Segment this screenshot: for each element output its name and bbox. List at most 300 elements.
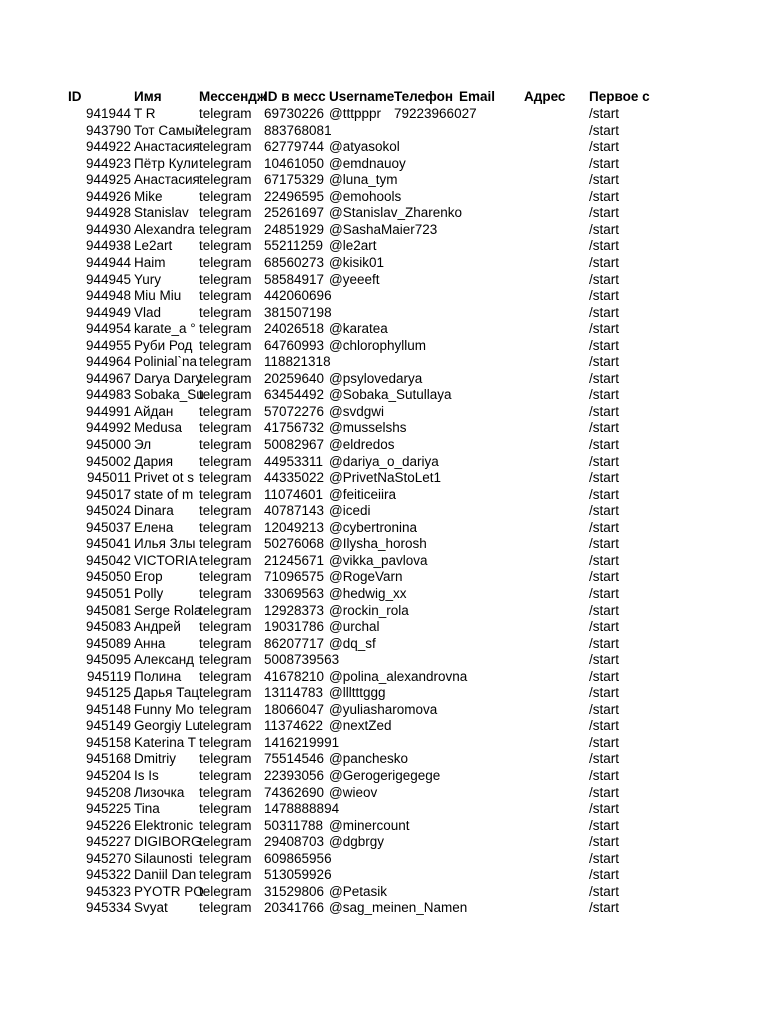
cell-username: @karatea <box>329 321 388 337</box>
cell-messenger-id: 41756732 <box>264 420 325 436</box>
cell-messenger-id: 63454492 <box>264 387 325 403</box>
cell-username: @yuliasharomova <box>329 701 438 717</box>
cell-name: Serge Rola <box>134 602 202 618</box>
cell-name: Дария <box>134 453 174 469</box>
cell-messenger: telegram <box>199 188 252 204</box>
table-row <box>0 603 768 620</box>
cell-messenger-id: 22496595 <box>264 188 325 204</box>
table-row <box>0 487 768 504</box>
cell-first-message: /start <box>589 337 620 353</box>
cell-messenger: telegram <box>199 453 252 469</box>
header-name: Имя <box>134 89 162 104</box>
table-row <box>0 851 768 868</box>
cell-messenger: telegram <box>199 486 252 502</box>
table-row <box>0 768 768 785</box>
cell-messenger: telegram <box>199 221 252 237</box>
cell-messenger-id: 71096575 <box>264 569 325 585</box>
cell-id: 944955 <box>85 337 131 353</box>
table-row <box>0 305 768 322</box>
cell-name: Yury <box>134 271 162 287</box>
cell-id: 945083 <box>85 619 131 635</box>
cell-username: @emdnauoy <box>329 155 406 171</box>
cell-id: 945225 <box>85 801 131 817</box>
table-row <box>0 205 768 222</box>
cell-id: 945323 <box>85 883 131 899</box>
cell-messenger-id: 20259640 <box>264 370 325 386</box>
table-row <box>0 834 768 851</box>
cell-messenger: telegram <box>199 619 252 635</box>
table-row <box>0 123 768 140</box>
cell-first-message: /start <box>589 271 620 287</box>
cell-messenger-id: 29408703 <box>264 834 325 850</box>
cell-messenger: telegram <box>199 337 252 353</box>
cell-first-message: /start <box>589 768 620 783</box>
cell-first-message: /start <box>589 569 620 585</box>
cell-messenger: telegram <box>199 784 252 800</box>
cell-messenger: telegram <box>199 106 252 121</box>
cell-first-message: /start <box>589 817 620 833</box>
cell-first-message: /start <box>589 585 620 601</box>
cell-name: Haim <box>134 254 166 270</box>
cell-id: 945050 <box>85 569 131 585</box>
cell-messenger: telegram <box>199 205 252 221</box>
table-row <box>0 503 768 520</box>
table-row <box>0 371 768 388</box>
cell-messenger-id: 50276068 <box>264 536 325 552</box>
cell-first-message: /start <box>589 172 620 188</box>
cell-messenger-id: 118821318 <box>264 354 331 370</box>
table-row <box>0 321 768 338</box>
cell-username: @Gerogerigegege <box>329 768 441 783</box>
cell-messenger: telegram <box>199 867 252 883</box>
cell-id: 944925 <box>85 172 131 188</box>
cell-first-message: /start <box>589 850 620 866</box>
cell-name: Tina <box>134 801 160 817</box>
cell-id: 945226 <box>85 817 131 833</box>
cell-first-message: /start <box>589 238 620 254</box>
cell-first-message: /start <box>589 751 620 767</box>
cell-id: 944945 <box>85 271 131 287</box>
cell-first-message: /start <box>589 552 620 568</box>
cell-messenger-id: 883768081 <box>264 122 332 138</box>
table-row <box>0 702 768 719</box>
cell-first-message: /start <box>589 486 620 502</box>
cell-messenger-id: 40787143 <box>264 503 325 519</box>
cell-name: Полина <box>134 668 182 684</box>
cell-first-message: /start <box>589 354 620 370</box>
cell-messenger: telegram <box>199 304 252 320</box>
cell-messenger-id: 19031786 <box>264 619 325 635</box>
cell-username: @nextZed <box>329 718 392 734</box>
table-row <box>0 238 768 255</box>
cell-messenger-id: 62779744 <box>264 139 325 155</box>
cell-first-message: /start <box>589 288 620 304</box>
cell-name: Айдан <box>134 403 174 419</box>
cell-first-message: /start <box>589 188 620 204</box>
cell-messenger: telegram <box>199 271 252 287</box>
cell-first-message: /start <box>589 668 620 684</box>
cell-name: Is Is <box>134 768 159 783</box>
cell-first-message: /start <box>589 254 620 270</box>
cell-first-message: /start <box>589 304 620 320</box>
cell-messenger: telegram <box>199 801 252 817</box>
cell-name: Sobaka_Su <box>134 387 204 403</box>
table-row <box>0 652 768 669</box>
cell-name: Polinial`na <box>134 354 198 370</box>
cell-id: 945089 <box>85 635 131 651</box>
table-row <box>0 288 768 305</box>
cell-name: Dmitriy <box>134 751 176 767</box>
cell-messenger: telegram <box>199 751 252 767</box>
cell-name: Дарья Тац <box>134 685 200 701</box>
table-row <box>0 669 768 686</box>
cell-username: @dgbrgy <box>329 834 384 850</box>
cell-name: Le2art <box>134 238 173 254</box>
cell-id: 944954 <box>85 321 131 337</box>
cell-name: Silaunosti <box>134 850 193 866</box>
cell-messenger-id: 5008739563 <box>264 652 340 668</box>
cell-messenger-id: 33069563 <box>264 585 325 601</box>
cell-id: 945148 <box>85 701 131 717</box>
cell-messenger-id: 67175329 <box>264 172 325 188</box>
cell-username: @Petasik <box>329 883 387 899</box>
cell-first-message: /start <box>589 321 620 337</box>
cell-first-message: /start <box>589 867 620 883</box>
cell-name: Андрей <box>134 619 181 635</box>
cell-messenger-id: 18066047 <box>264 701 325 717</box>
cell-messenger: telegram <box>199 354 252 370</box>
cell-first-message: /start <box>589 536 620 552</box>
cell-id: 944967 <box>85 370 131 386</box>
cell-messenger: telegram <box>199 155 252 171</box>
table-row <box>0 867 768 884</box>
cell-messenger: telegram <box>199 718 252 734</box>
cell-id: 944926 <box>85 188 131 204</box>
cell-username: @panchesko <box>329 751 409 767</box>
header-id: ID <box>68 89 82 104</box>
cell-name: Тот Самый <box>134 122 203 138</box>
cell-username: @hedwig_xx <box>329 585 407 601</box>
cell-id: 945002 <box>85 453 131 469</box>
cell-username: @icedi <box>329 503 371 519</box>
cell-id: 945158 <box>85 734 131 750</box>
table-row <box>0 884 768 901</box>
cell-messenger-id: 1478888894 <box>264 801 340 817</box>
cell-name: PYOTR PO <box>134 883 204 899</box>
cell-name: Darya Dary <box>134 370 203 386</box>
cell-id: 943790 <box>85 122 131 138</box>
cell-id: 944964 <box>85 354 131 370</box>
cell-messenger-id: 31529806 <box>264 883 325 899</box>
cell-name: Руби Род <box>134 337 193 353</box>
table-row <box>0 751 768 768</box>
cell-first-message: /start <box>589 635 620 651</box>
cell-name: DIGIBORG <box>134 834 202 850</box>
cell-name: Katerina T <box>134 734 197 750</box>
cell-messenger: telegram <box>199 850 252 866</box>
cell-messenger-id: 21245671 <box>264 552 325 568</box>
cell-username: @feiticeiira <box>329 486 396 502</box>
cell-first-message: /start <box>589 801 620 817</box>
cell-username: @vikka_pavlova <box>329 552 428 568</box>
cell-username: @le2art <box>329 238 377 254</box>
cell-messenger-id: 86207717 <box>264 635 325 651</box>
cell-messenger: telegram <box>199 420 252 436</box>
cell-messenger-id: 24026518 <box>264 321 325 337</box>
cell-messenger: telegram <box>199 503 252 519</box>
cell-messenger: telegram <box>199 635 252 651</box>
cell-first-message: /start <box>589 652 620 668</box>
cell-name: Funny Mo <box>134 701 195 717</box>
cell-name: Daniil Dan <box>134 867 197 883</box>
cell-name: Privet ot s <box>134 470 195 486</box>
cell-messenger-id: 50082967 <box>264 437 325 452</box>
cell-name: Елена <box>134 519 174 535</box>
cell-id: 945017 <box>85 486 131 502</box>
cell-first-message: /start <box>589 685 620 701</box>
table-row <box>0 536 768 553</box>
cell-messenger-id: 24851929 <box>264 221 325 237</box>
cell-messenger: telegram <box>199 768 252 783</box>
cell-first-message: /start <box>589 155 620 171</box>
cell-messenger: telegram <box>199 238 252 254</box>
cell-messenger: telegram <box>199 519 252 535</box>
cell-messenger: telegram <box>199 254 252 270</box>
cell-id: 945119 <box>86 668 131 684</box>
cell-first-message: /start <box>589 205 620 221</box>
cell-messenger-id: 442060696 <box>264 288 332 304</box>
cell-messenger-id: 68560273 <box>264 254 325 270</box>
cell-first-message: /start <box>589 883 620 899</box>
cell-messenger: telegram <box>199 834 252 850</box>
cell-messenger-id: 55211259 <box>264 238 324 254</box>
table-row <box>0 189 768 206</box>
cell-name: Илья Злы <box>134 536 196 552</box>
cell-username: @yeeeft <box>329 271 380 287</box>
cell-messenger-id: 13114783 <box>264 685 324 701</box>
cell-username: @sag_meinen_Namen <box>329 900 468 916</box>
cell-messenger: telegram <box>199 734 252 750</box>
cell-name: karate_a ° <box>134 321 196 337</box>
cell-messenger: telegram <box>199 602 252 618</box>
cell-messenger: telegram <box>199 817 252 833</box>
cell-first-message: /start <box>589 437 620 452</box>
cell-id: 944922 <box>85 139 131 155</box>
table-row <box>0 619 768 636</box>
cell-messenger-id: 50311788 <box>264 817 324 833</box>
table-row <box>0 420 768 437</box>
table-row <box>0 569 768 586</box>
cell-messenger-id: 609865956 <box>264 850 332 866</box>
cell-messenger: telegram <box>199 536 252 552</box>
table-row <box>0 520 768 537</box>
table-row <box>0 404 768 421</box>
table-row <box>0 718 768 735</box>
cell-messenger-id: 20341766 <box>264 900 325 916</box>
cell-first-message: /start <box>589 453 620 469</box>
cell-username: @Stanislav_Zharenko <box>329 205 463 221</box>
cell-name: Анна <box>134 635 166 651</box>
cell-id: 945149 <box>85 718 131 734</box>
cell-name: Пётр Кули <box>134 155 199 171</box>
cell-messenger: telegram <box>199 569 252 585</box>
table-row <box>0 735 768 752</box>
cell-messenger: telegram <box>199 437 252 452</box>
table-row <box>0 139 768 156</box>
cell-messenger: telegram <box>199 288 252 304</box>
cell-first-message: /start <box>589 718 620 734</box>
cell-username: @wieov <box>329 784 378 800</box>
cell-first-message: /start <box>589 602 620 618</box>
cell-name: T R <box>134 106 156 121</box>
table-row <box>0 685 768 702</box>
cell-id: 945125 <box>85 685 131 701</box>
table-row <box>0 636 768 653</box>
cell-first-message: /start <box>589 701 620 717</box>
cell-id: 945037 <box>85 519 131 535</box>
cell-name: Stanislav <box>134 205 189 221</box>
cell-name: Alexandra <box>134 221 195 237</box>
cell-id: 945204 <box>85 768 131 783</box>
cell-first-message: /start <box>589 619 620 635</box>
header-phone: Телефон <box>394 89 454 104</box>
cell-username: @minercount <box>329 817 410 833</box>
cell-username: @musselshs <box>329 420 407 436</box>
cell-messenger: telegram <box>199 370 252 386</box>
header-username: Username <box>329 89 395 104</box>
cell-first-message: /start <box>589 503 620 519</box>
cell-messenger: telegram <box>199 652 252 668</box>
cell-username: @rockin_rola <box>329 602 409 618</box>
table-row <box>0 586 768 603</box>
cell-name: Polly <box>134 585 164 601</box>
cell-id: 944944 <box>85 254 131 270</box>
cell-messenger-id: 22393056 <box>264 768 325 783</box>
cell-username: @eldredos <box>329 437 395 452</box>
cell-messenger: telegram <box>199 685 252 701</box>
header-email: Email <box>459 89 496 104</box>
cell-username: @llltttggg <box>329 685 386 701</box>
cell-phone: 79223966027 <box>394 106 477 121</box>
cell-id: 944928 <box>85 205 131 221</box>
cell-name: Александ <box>134 652 195 668</box>
cell-messenger: telegram <box>199 900 252 916</box>
cell-id: 945024 <box>85 503 131 519</box>
cell-name: Анастасия <box>134 139 200 155</box>
cell-first-message: /start <box>589 221 620 237</box>
cell-username: @RogeVarn <box>329 569 403 585</box>
cell-name: Georgiy Lu <box>134 718 201 734</box>
cell-first-message: /start <box>589 106 620 121</box>
cell-name: Эл <box>134 437 152 452</box>
cell-messenger-id: 74362690 <box>264 784 325 800</box>
cell-name: Vlad <box>134 304 162 320</box>
cell-name: Dinara <box>134 503 174 519</box>
cell-messenger-id: 44335022 <box>264 470 325 486</box>
cell-username: @chlorophyllum <box>329 337 426 353</box>
header-messenger: Мессендж <box>199 89 267 104</box>
cell-username: @PrivetNaStoLet1 <box>329 470 442 486</box>
table-row <box>0 387 768 404</box>
table-row <box>0 338 768 355</box>
table-row <box>0 818 768 835</box>
cell-messenger-id: 1416219991 <box>264 734 340 750</box>
cell-messenger-id: 41678210 <box>264 668 325 684</box>
table-row <box>0 354 768 371</box>
cell-id: 945042 <box>85 552 131 568</box>
cell-first-message: /start <box>589 122 620 138</box>
cell-messenger-id: 11074601 <box>264 486 324 502</box>
cell-id: 945051 <box>85 585 131 601</box>
cell-messenger: telegram <box>199 172 252 188</box>
cell-messenger: telegram <box>199 668 252 684</box>
table-row <box>0 454 768 471</box>
cell-messenger: telegram <box>199 470 252 486</box>
cell-username: @kisik01 <box>329 254 384 270</box>
cell-username: @Sobaka_Sutullaya <box>329 387 452 403</box>
cell-first-message: /start <box>589 403 620 419</box>
cell-first-message: /start <box>589 420 620 436</box>
cell-username: @dariya_o_dariya <box>329 453 439 469</box>
cell-id: 944983 <box>85 387 131 403</box>
cell-messenger-id: 69730226 <box>264 106 325 121</box>
cell-messenger-id: 381507198 <box>264 304 332 320</box>
header-row <box>0 89 768 106</box>
cell-id: 944938 <box>85 238 131 254</box>
cell-messenger-id: 25261697 <box>264 205 325 221</box>
cell-first-message: /start <box>589 370 620 386</box>
cell-messenger: telegram <box>199 883 252 899</box>
cell-id: 944949 <box>85 304 131 320</box>
cell-first-message: /start <box>589 734 620 750</box>
cell-name: Егор <box>134 569 163 585</box>
cell-name: Mike <box>134 188 163 204</box>
cell-id: 945334 <box>85 900 131 916</box>
table-row <box>0 172 768 189</box>
cell-name: Лизочка <box>134 784 185 800</box>
table-row <box>0 272 768 289</box>
cell-messenger-id: 58584917 <box>264 271 325 287</box>
cell-id: 944948 <box>85 288 131 304</box>
cell-username: @SashaMaier723 <box>329 221 438 237</box>
cell-messenger-id: 64760993 <box>264 337 325 353</box>
cell-id: 945095 <box>85 652 131 668</box>
table-row <box>0 156 768 173</box>
cell-name: Анастасия <box>134 172 200 188</box>
table-row <box>0 106 768 123</box>
table-row <box>0 255 768 272</box>
cell-username: @polina_alexandrovna <box>329 668 468 684</box>
table-row <box>0 900 768 917</box>
cell-first-message: /start <box>589 470 620 486</box>
cell-name: state of m <box>134 486 194 502</box>
cell-id: 945208 <box>85 784 131 800</box>
cell-id: 944923 <box>85 155 131 171</box>
cell-messenger-id: 12049213 <box>264 519 325 535</box>
cell-messenger: telegram <box>199 321 252 337</box>
table-row <box>0 801 768 818</box>
cell-username: @Ilysha_horosh <box>329 536 427 552</box>
cell-username: @emohools <box>329 188 402 204</box>
cell-id: 944991 <box>85 403 131 419</box>
cell-id: 945041 <box>85 536 131 552</box>
cell-id: 945000 <box>85 437 131 452</box>
cell-messenger: telegram <box>199 552 252 568</box>
cell-messenger: telegram <box>199 139 252 155</box>
cell-messenger-id: 513059926 <box>264 867 332 883</box>
cell-id: 944930 <box>85 221 131 237</box>
cell-username: @svdgwi <box>329 403 384 419</box>
